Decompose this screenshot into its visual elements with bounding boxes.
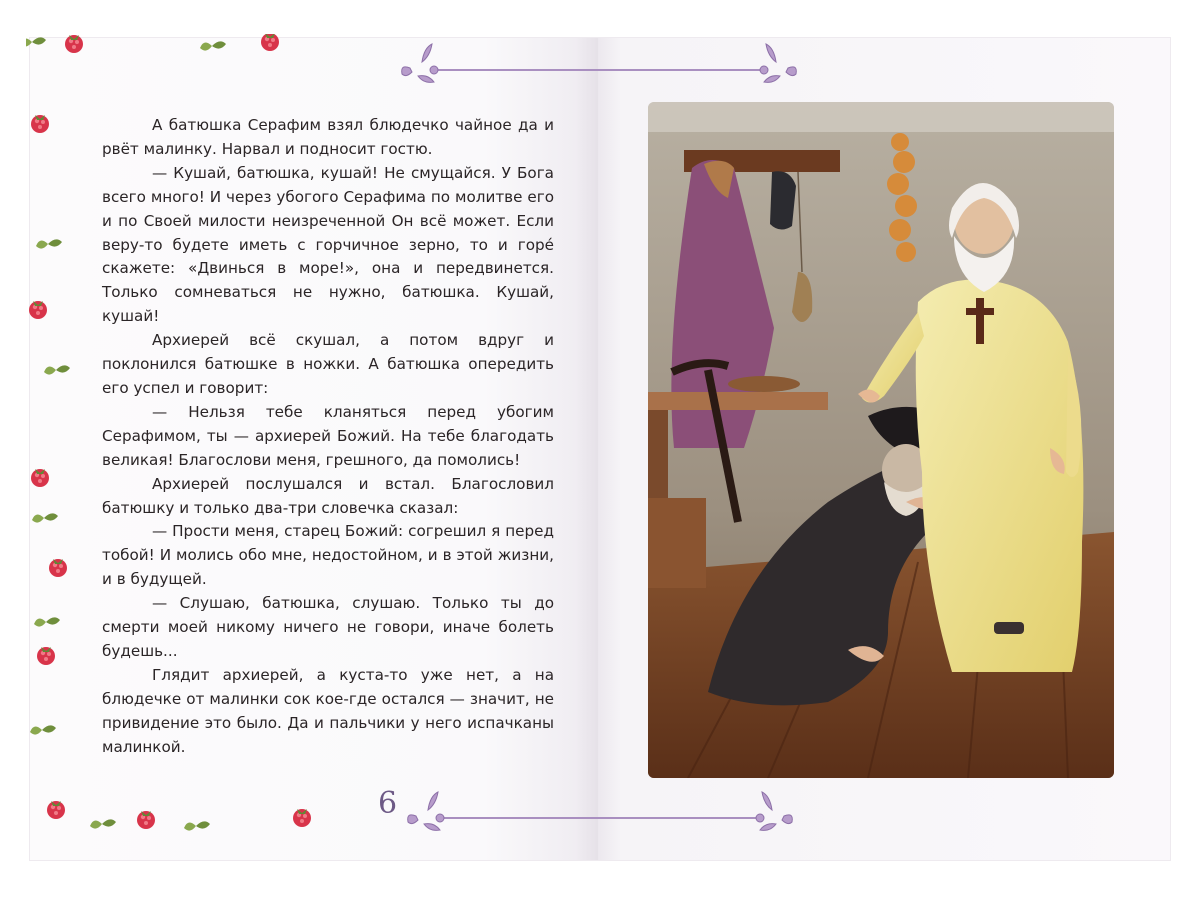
paragraph-4: — Нельзя тебе кланяться перед убогим Серафимом, ты — архиерей Божий. На тебе благодать великая! Благослови меня, грешного, да помолись! xyxy=(102,402,554,469)
story-text xyxy=(102,114,554,759)
paragraph-2: — Кушай, батюшка, кушай! Не смущайся. У Бога всего много! И через убогого Серафима по молитве его и по Своей милости неизреченной Он всё может. Если веру-то будете иметь с горчичное зерно, то и горе́ скажете: «Двинься в море!», она и передвинется. Только сомневаться не нужно, батюшка. Кушай, кушай! xyxy=(102,163,554,326)
paragraph-6: — Прости меня, старец Божий: согрешил я перед тобой! И молись обо мне, недостойном, и в этой жизни, и в будущей. xyxy=(102,522,554,589)
paragraph-8: Глядит архиерей, а куста-то уже нет, а на блюдечке от малинки сок кое-где остался — значит, не привидение это было. Да и пальчики у него испачканы малинкой. xyxy=(102,665,554,756)
paragraph-3: Архиерей всё скушал, а потом вдруг и поклонился батюшке в ножки. А батюшка опередить его успел и говорит: xyxy=(102,331,554,397)
page-number: 6 xyxy=(378,786,398,821)
paragraph-5: Архиерей послушался и встал. Благословил батюшку и только два-три словечка сказал: xyxy=(102,474,554,517)
paragraph-1: А батюшка Серафим взял блюдечко чайное да и рвёт малинку. Нарвал и подносит гостю. xyxy=(102,116,554,158)
bottom-ornament xyxy=(404,790,796,834)
top-ornament xyxy=(398,40,800,84)
illustration-st-seraphim-and-bishop xyxy=(648,102,1114,778)
paragraph-7: — Слушаю, батюшка, слушаю. Только ты до смерти моей никому ничего не говори, иначе болеть будешь... xyxy=(102,594,554,660)
